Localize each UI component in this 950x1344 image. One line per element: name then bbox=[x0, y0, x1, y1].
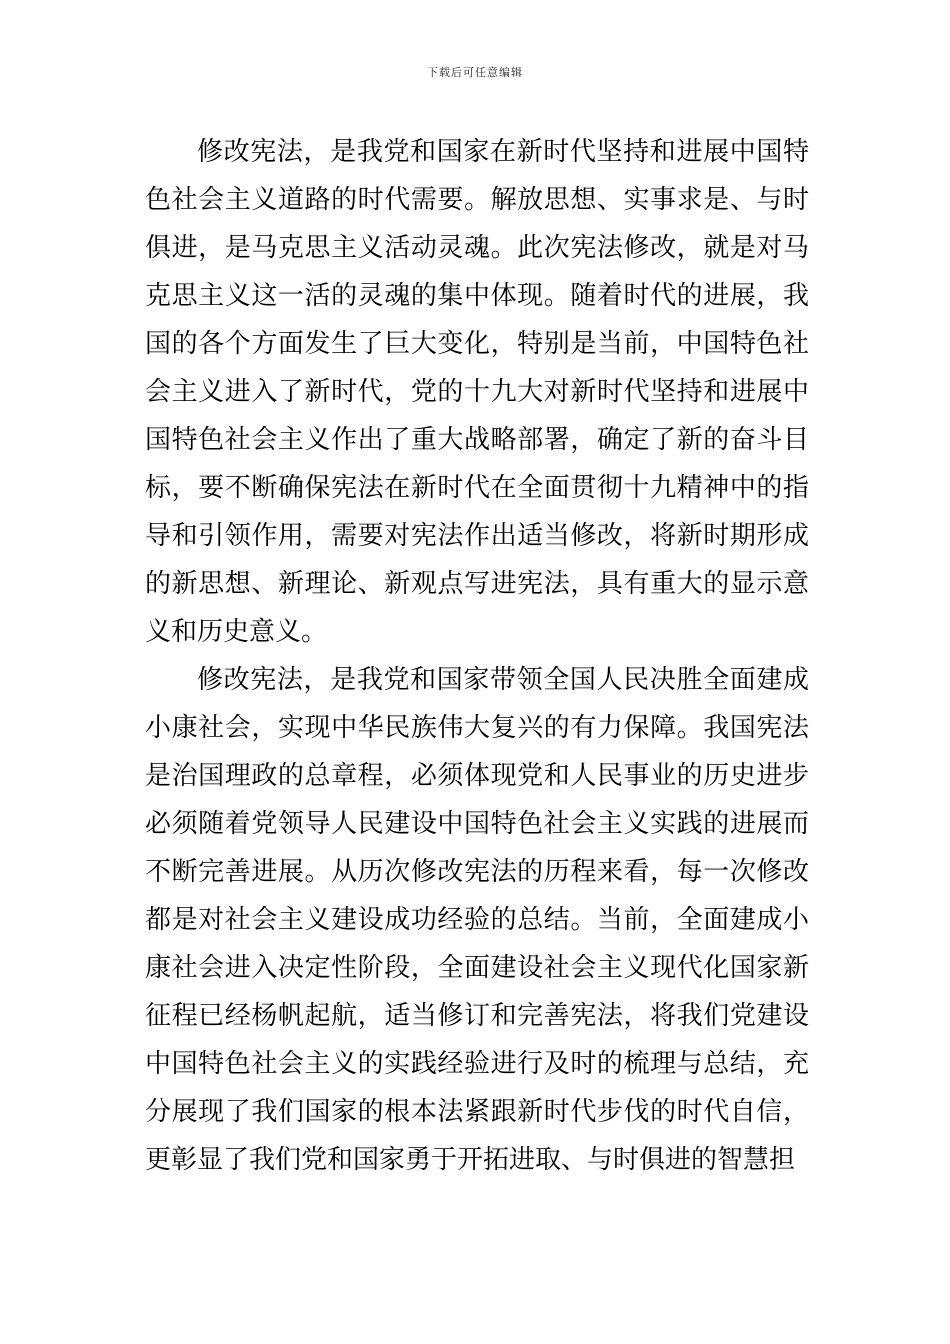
paragraph-1: 修改宪法，是我党和国家在新时代坚持和进展中国特色社会主义道路的时代需要。解放思想、实事求是、与时俱进，是马克思主义活动灵魂。此次宪法修改，就是对马克思主义这一活的灵魂的集中体现。随着时代的进展，我国的各个方面发生了巨大变化，特别是当前，中国特色社会主义进入了新时代，党的十九大对新时代坚持和进展中国特色社会主义作出了重大战略部署，确定了新的奋斗目标，要不断确保宪法在新时代在全面贯彻十九精神中的指导和引领作用，需要对宪法作出适当修改，将新时期形成的新思想、新理论、新观点写进宪法，具有重大的显示意义和历史意义。 bbox=[145, 137, 809, 647]
document-body bbox=[145, 128, 809, 1184]
page-header-note: 下载后可任意编辑 bbox=[427, 66, 523, 79]
paragraph-2: 修改宪法，是我党和国家带领全国人民决胜全面建成小康社会，实现中华民族伟大复兴的有力保障。我国宪法是治国理政的总章程，必须体现党和人民事业的历史进步必须随着党领导人民建设中国特色社会主义实践的进展而不断完善进展。从历次修改宪法的历程来看，每一次修改都是对社会主义建设成功经验的总结。当前，全面建成小康社会进入决定性阶段，全面建设社会主义现代化国家新征程已经杨帆起航，适当修订和完善宪法，将我们党建设中国特色社会主义的实践经验进行及时的梳理与总结，充分展现了我们国家的根本法紧跟新时代步伐的时代自信，更彰显了我们党和国家勇于开拓进取、与时俱进的智慧担 bbox=[145, 665, 809, 1175]
